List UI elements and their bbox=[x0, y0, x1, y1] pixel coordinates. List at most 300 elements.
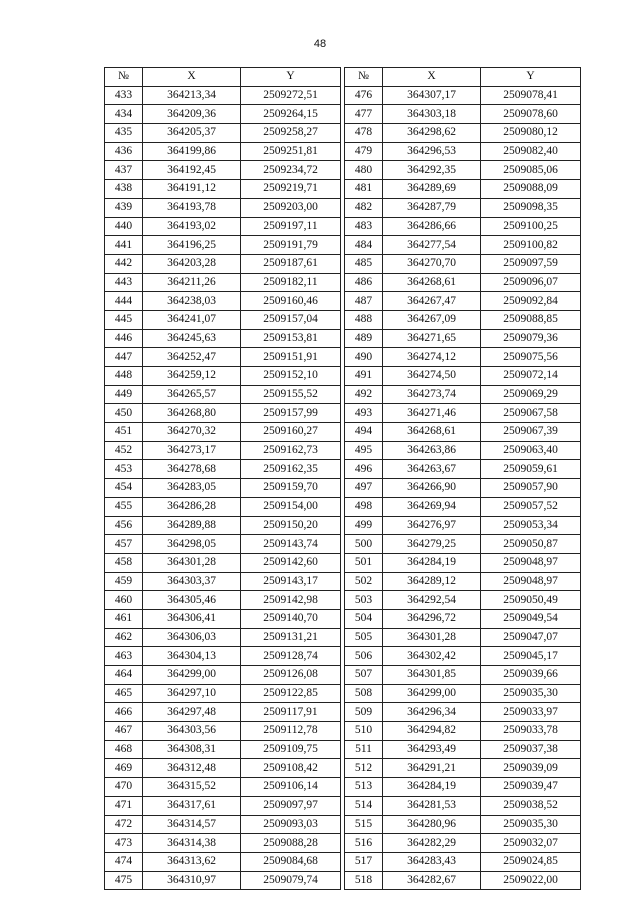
cell-x: 364193,78 bbox=[143, 198, 241, 217]
cell-x: 364293,49 bbox=[383, 740, 481, 759]
table-row bbox=[105, 217, 341, 236]
table-row bbox=[345, 553, 581, 572]
cell-x: 364314,57 bbox=[143, 815, 241, 834]
table-row bbox=[345, 722, 581, 741]
cell-number: 504 bbox=[345, 609, 383, 628]
cell-x: 364276,97 bbox=[383, 516, 481, 535]
table-row bbox=[345, 628, 581, 647]
cell-x: 364191,12 bbox=[143, 180, 241, 199]
cell-number: 502 bbox=[345, 572, 383, 591]
cell-x: 364296,34 bbox=[383, 703, 481, 722]
table-row bbox=[345, 516, 581, 535]
cell-number: 461 bbox=[105, 609, 143, 628]
cell-number: 490 bbox=[345, 348, 383, 367]
cell-y: 2509162,35 bbox=[241, 460, 341, 479]
cell-number: 433 bbox=[105, 86, 143, 105]
table-row bbox=[345, 479, 581, 498]
table-row bbox=[105, 124, 341, 143]
table-row bbox=[345, 871, 581, 890]
cell-y: 2509059,61 bbox=[481, 460, 581, 479]
cell-y: 2509234,72 bbox=[241, 161, 341, 180]
cell-y: 2509191,79 bbox=[241, 236, 341, 255]
cell-number: 482 bbox=[345, 198, 383, 217]
cell-y: 2509096,07 bbox=[481, 273, 581, 292]
cell-number: 468 bbox=[105, 740, 143, 759]
cell-x: 364307,17 bbox=[383, 86, 481, 105]
table-row bbox=[105, 871, 341, 890]
header-y: Y bbox=[481, 68, 581, 87]
cell-x: 364283,05 bbox=[143, 479, 241, 498]
cell-x: 364317,61 bbox=[143, 796, 241, 815]
cell-x: 364297,48 bbox=[143, 703, 241, 722]
cell-y: 2509152,10 bbox=[241, 367, 341, 386]
cell-x: 364315,52 bbox=[143, 778, 241, 797]
cell-number: 471 bbox=[105, 796, 143, 815]
cell-y: 2509057,52 bbox=[481, 497, 581, 516]
cell-x: 364196,25 bbox=[143, 236, 241, 255]
table-row bbox=[105, 236, 341, 255]
cell-y: 2509143,17 bbox=[241, 572, 341, 591]
cell-x: 364294,82 bbox=[383, 722, 481, 741]
cell-x: 364271,65 bbox=[383, 329, 481, 348]
cell-x: 364296,72 bbox=[383, 609, 481, 628]
cell-number: 459 bbox=[105, 572, 143, 591]
table-row bbox=[345, 348, 581, 367]
cell-x: 364289,88 bbox=[143, 516, 241, 535]
cell-y: 2509093,03 bbox=[241, 815, 341, 834]
cell-y: 2509219,71 bbox=[241, 180, 341, 199]
cell-number: 513 bbox=[345, 778, 383, 797]
cell-y: 2509035,30 bbox=[481, 815, 581, 834]
table-row bbox=[345, 684, 581, 703]
cell-x: 364289,12 bbox=[383, 572, 481, 591]
cell-number: 480 bbox=[345, 161, 383, 180]
table-row bbox=[345, 273, 581, 292]
cell-x: 364193,02 bbox=[143, 217, 241, 236]
table-row bbox=[105, 479, 341, 498]
cell-x: 364259,12 bbox=[143, 367, 241, 386]
cell-number: 472 bbox=[105, 815, 143, 834]
cell-y: 2509047,07 bbox=[481, 628, 581, 647]
table-row bbox=[345, 666, 581, 685]
cell-number: 509 bbox=[345, 703, 383, 722]
table-row bbox=[345, 86, 581, 105]
cell-x: 364297,10 bbox=[143, 684, 241, 703]
cell-x: 364273,17 bbox=[143, 441, 241, 460]
cell-number: 464 bbox=[105, 666, 143, 685]
cell-number: 441 bbox=[105, 236, 143, 255]
cell-x: 364267,09 bbox=[383, 310, 481, 329]
cell-x: 364296,53 bbox=[383, 142, 481, 161]
table-row bbox=[105, 254, 341, 273]
cell-y: 2509037,38 bbox=[481, 740, 581, 759]
cell-y: 2509033,97 bbox=[481, 703, 581, 722]
cell-x: 364267,47 bbox=[383, 292, 481, 311]
cell-x: 364303,56 bbox=[143, 722, 241, 741]
cell-y: 2509154,00 bbox=[241, 497, 341, 516]
cell-number: 515 bbox=[345, 815, 383, 834]
cell-number: 446 bbox=[105, 329, 143, 348]
cell-x: 364241,07 bbox=[143, 310, 241, 329]
cell-y: 2509048,97 bbox=[481, 553, 581, 572]
table-row bbox=[105, 852, 341, 871]
cell-y: 2509079,36 bbox=[481, 329, 581, 348]
cell-y: 2509251,81 bbox=[241, 142, 341, 161]
table-row bbox=[105, 441, 341, 460]
table-row bbox=[345, 423, 581, 442]
cell-x: 364292,54 bbox=[383, 591, 481, 610]
table-row bbox=[105, 273, 341, 292]
table-row bbox=[105, 198, 341, 217]
cell-y: 2509050,87 bbox=[481, 535, 581, 554]
cell-number: 493 bbox=[345, 404, 383, 423]
cell-y: 2509080,12 bbox=[481, 124, 581, 143]
cell-x: 364277,54 bbox=[383, 236, 481, 255]
cell-x: 364304,13 bbox=[143, 647, 241, 666]
header-y: Y bbox=[241, 68, 341, 87]
table-row bbox=[105, 815, 341, 834]
cell-x: 364292,35 bbox=[383, 161, 481, 180]
table-row bbox=[105, 778, 341, 797]
table-row bbox=[105, 423, 341, 442]
cell-number: 511 bbox=[345, 740, 383, 759]
cell-x: 364203,28 bbox=[143, 254, 241, 273]
cell-x: 364282,67 bbox=[383, 871, 481, 890]
cell-number: 447 bbox=[105, 348, 143, 367]
table-row bbox=[105, 628, 341, 647]
cell-number: 466 bbox=[105, 703, 143, 722]
cell-number: 507 bbox=[345, 666, 383, 685]
cell-number: 448 bbox=[105, 367, 143, 386]
cell-y: 2509151,91 bbox=[241, 348, 341, 367]
table-row bbox=[345, 404, 581, 423]
cell-x: 364282,29 bbox=[383, 834, 481, 853]
cell-y: 2509097,97 bbox=[241, 796, 341, 815]
table-row bbox=[105, 497, 341, 516]
cell-number: 496 bbox=[345, 460, 383, 479]
cell-y: 2509067,58 bbox=[481, 404, 581, 423]
cell-x: 364298,05 bbox=[143, 535, 241, 554]
cell-number: 445 bbox=[105, 310, 143, 329]
cell-y: 2509140,70 bbox=[241, 609, 341, 628]
cell-x: 364286,66 bbox=[383, 217, 481, 236]
table-row bbox=[345, 591, 581, 610]
cell-number: 443 bbox=[105, 273, 143, 292]
cell-x: 364305,46 bbox=[143, 591, 241, 610]
cell-number: 505 bbox=[345, 628, 383, 647]
table-row bbox=[105, 666, 341, 685]
cell-x: 364302,42 bbox=[383, 647, 481, 666]
table-row bbox=[345, 815, 581, 834]
table-row bbox=[105, 740, 341, 759]
cell-y: 2509272,51 bbox=[241, 86, 341, 105]
cell-number: 439 bbox=[105, 198, 143, 217]
table-row bbox=[345, 778, 581, 797]
table-row bbox=[345, 329, 581, 348]
table-row bbox=[105, 105, 341, 124]
cell-x: 364303,37 bbox=[143, 572, 241, 591]
header-row bbox=[345, 68, 581, 87]
cell-x: 364308,31 bbox=[143, 740, 241, 759]
cell-y: 2509072,14 bbox=[481, 367, 581, 386]
cell-y: 2509057,90 bbox=[481, 479, 581, 498]
cell-y: 2509157,99 bbox=[241, 404, 341, 423]
cell-number: 474 bbox=[105, 852, 143, 871]
cell-x: 364205,37 bbox=[143, 124, 241, 143]
cell-x: 364273,74 bbox=[383, 385, 481, 404]
coordinates-table-right bbox=[344, 67, 581, 890]
table-row bbox=[345, 161, 581, 180]
cell-y: 2509131,21 bbox=[241, 628, 341, 647]
table-row bbox=[345, 180, 581, 199]
table-row bbox=[105, 161, 341, 180]
cell-y: 2509038,52 bbox=[481, 796, 581, 815]
cell-number: 492 bbox=[345, 385, 383, 404]
cell-y: 2509187,61 bbox=[241, 254, 341, 273]
cell-number: 498 bbox=[345, 497, 383, 516]
cell-number: 475 bbox=[105, 871, 143, 890]
cell-x: 364283,43 bbox=[383, 852, 481, 871]
cell-number: 517 bbox=[345, 852, 383, 871]
table-row bbox=[345, 217, 581, 236]
cell-number: 489 bbox=[345, 329, 383, 348]
cell-x: 364298,62 bbox=[383, 124, 481, 143]
cell-y: 2509063,40 bbox=[481, 441, 581, 460]
cell-number: 444 bbox=[105, 292, 143, 311]
table-row bbox=[105, 367, 341, 386]
cell-y: 2509109,75 bbox=[241, 740, 341, 759]
table-row bbox=[105, 86, 341, 105]
header-x: X bbox=[383, 68, 481, 87]
cell-number: 460 bbox=[105, 591, 143, 610]
table-row bbox=[105, 460, 341, 479]
cell-number: 450 bbox=[105, 404, 143, 423]
cell-number: 486 bbox=[345, 273, 383, 292]
cell-y: 2509024,85 bbox=[481, 852, 581, 871]
cell-y: 2509142,98 bbox=[241, 591, 341, 610]
cell-x: 364280,96 bbox=[383, 815, 481, 834]
cell-y: 2509079,74 bbox=[241, 871, 341, 890]
cell-y: 2509078,60 bbox=[481, 105, 581, 124]
table-row bbox=[105, 796, 341, 815]
table-row bbox=[105, 703, 341, 722]
cell-y: 2509088,09 bbox=[481, 180, 581, 199]
cell-number: 473 bbox=[105, 834, 143, 853]
cell-number: 434 bbox=[105, 105, 143, 124]
cell-x: 364313,62 bbox=[143, 852, 241, 871]
cell-number: 487 bbox=[345, 292, 383, 311]
table-row bbox=[105, 348, 341, 367]
cell-x: 364301,28 bbox=[383, 628, 481, 647]
cell-y: 2509050,49 bbox=[481, 591, 581, 610]
table-row bbox=[345, 647, 581, 666]
cell-x: 364269,94 bbox=[383, 497, 481, 516]
cell-y: 2509112,78 bbox=[241, 722, 341, 741]
cell-number: 457 bbox=[105, 535, 143, 554]
cell-number: 453 bbox=[105, 460, 143, 479]
cell-x: 364238,03 bbox=[143, 292, 241, 311]
cell-number: 516 bbox=[345, 834, 383, 853]
cell-number: 477 bbox=[345, 105, 383, 124]
cell-x: 364301,85 bbox=[383, 666, 481, 685]
table-row bbox=[345, 385, 581, 404]
cell-x: 364286,28 bbox=[143, 497, 241, 516]
cell-y: 2509160,27 bbox=[241, 423, 341, 442]
cell-x: 364303,18 bbox=[383, 105, 481, 124]
cell-number: 467 bbox=[105, 722, 143, 741]
cell-y: 2509162,73 bbox=[241, 441, 341, 460]
cell-y: 2509035,30 bbox=[481, 684, 581, 703]
cell-number: 497 bbox=[345, 479, 383, 498]
cell-y: 2509106,14 bbox=[241, 778, 341, 797]
cell-number: 500 bbox=[345, 535, 383, 554]
cell-number: 442 bbox=[105, 254, 143, 273]
cell-y: 2509082,40 bbox=[481, 142, 581, 161]
table-row bbox=[105, 591, 341, 610]
cell-x: 364263,67 bbox=[383, 460, 481, 479]
table-row bbox=[105, 292, 341, 311]
cell-number: 458 bbox=[105, 553, 143, 572]
table-row bbox=[105, 834, 341, 853]
cell-number: 518 bbox=[345, 871, 383, 890]
cell-y: 2509157,04 bbox=[241, 310, 341, 329]
cell-number: 435 bbox=[105, 124, 143, 143]
cell-y: 2509264,15 bbox=[241, 105, 341, 124]
cell-y: 2509159,70 bbox=[241, 479, 341, 498]
cell-number: 506 bbox=[345, 647, 383, 666]
cell-x: 364213,34 bbox=[143, 86, 241, 105]
cell-x: 364263,86 bbox=[383, 441, 481, 460]
table-row bbox=[105, 180, 341, 199]
cell-y: 2509150,20 bbox=[241, 516, 341, 535]
cell-y: 2509088,85 bbox=[481, 310, 581, 329]
cell-x: 364279,25 bbox=[383, 535, 481, 554]
cell-y: 2509049,54 bbox=[481, 609, 581, 628]
cell-number: 451 bbox=[105, 423, 143, 442]
cell-y: 2509084,68 bbox=[241, 852, 341, 871]
cell-y: 2509039,09 bbox=[481, 759, 581, 778]
table-row bbox=[105, 516, 341, 535]
cell-number: 455 bbox=[105, 497, 143, 516]
cell-x: 364274,12 bbox=[383, 348, 481, 367]
header-row bbox=[105, 68, 341, 87]
cell-number: 501 bbox=[345, 553, 383, 572]
cell-y: 2509153,81 bbox=[241, 329, 341, 348]
cell-number: 449 bbox=[105, 385, 143, 404]
cell-number: 478 bbox=[345, 124, 383, 143]
table-row bbox=[105, 759, 341, 778]
table-row bbox=[105, 329, 341, 348]
cell-x: 364270,32 bbox=[143, 423, 241, 442]
cell-number: 485 bbox=[345, 254, 383, 273]
cell-y: 2509097,59 bbox=[481, 254, 581, 273]
cell-x: 364209,36 bbox=[143, 105, 241, 124]
cell-number: 512 bbox=[345, 759, 383, 778]
cell-number: 476 bbox=[345, 86, 383, 105]
cell-number: 454 bbox=[105, 479, 143, 498]
cell-number: 469 bbox=[105, 759, 143, 778]
cell-y: 2509085,06 bbox=[481, 161, 581, 180]
cell-number: 484 bbox=[345, 236, 383, 255]
cell-number: 494 bbox=[345, 423, 383, 442]
cell-x: 364211,26 bbox=[143, 273, 241, 292]
table-row bbox=[105, 404, 341, 423]
cell-y: 2509160,46 bbox=[241, 292, 341, 311]
cell-y: 2509022,00 bbox=[481, 871, 581, 890]
cell-y: 2509128,74 bbox=[241, 647, 341, 666]
cell-number: 436 bbox=[105, 142, 143, 161]
cell-y: 2509092,84 bbox=[481, 292, 581, 311]
cell-number: 465 bbox=[105, 684, 143, 703]
cell-x: 364312,48 bbox=[143, 759, 241, 778]
cell-x: 364284,19 bbox=[383, 778, 481, 797]
cell-y: 2509032,07 bbox=[481, 834, 581, 853]
cell-x: 364270,70 bbox=[383, 254, 481, 273]
table-row bbox=[345, 124, 581, 143]
cell-number: 462 bbox=[105, 628, 143, 647]
cell-y: 2509143,74 bbox=[241, 535, 341, 554]
cell-y: 2509197,11 bbox=[241, 217, 341, 236]
table-row bbox=[345, 703, 581, 722]
cell-number: 483 bbox=[345, 217, 383, 236]
cell-x: 364271,46 bbox=[383, 404, 481, 423]
table-row bbox=[345, 441, 581, 460]
cell-number: 491 bbox=[345, 367, 383, 386]
cell-x: 364284,19 bbox=[383, 553, 481, 572]
cell-x: 364289,69 bbox=[383, 180, 481, 199]
table-row bbox=[345, 796, 581, 815]
cell-number: 503 bbox=[345, 591, 383, 610]
cell-y: 2509048,97 bbox=[481, 572, 581, 591]
cell-x: 364287,79 bbox=[383, 198, 481, 217]
cell-y: 2509098,35 bbox=[481, 198, 581, 217]
cell-number: 495 bbox=[345, 441, 383, 460]
table-row bbox=[105, 553, 341, 572]
cell-x: 364268,80 bbox=[143, 404, 241, 423]
cell-x: 364192,45 bbox=[143, 161, 241, 180]
cell-y: 2509126,08 bbox=[241, 666, 341, 685]
cell-x: 364199,86 bbox=[143, 142, 241, 161]
cell-x: 364301,28 bbox=[143, 553, 241, 572]
table-row bbox=[345, 535, 581, 554]
table-row bbox=[345, 367, 581, 386]
cell-y: 2509100,25 bbox=[481, 217, 581, 236]
cell-x: 364281,53 bbox=[383, 796, 481, 815]
table-row bbox=[345, 142, 581, 161]
cell-x: 364252,47 bbox=[143, 348, 241, 367]
cell-y: 2509075,56 bbox=[481, 348, 581, 367]
table-row bbox=[345, 572, 581, 591]
cell-x: 364265,57 bbox=[143, 385, 241, 404]
cell-y: 2509142,60 bbox=[241, 553, 341, 572]
cell-y: 2509045,17 bbox=[481, 647, 581, 666]
cell-y: 2509108,42 bbox=[241, 759, 341, 778]
cell-y: 2509039,66 bbox=[481, 666, 581, 685]
cell-number: 514 bbox=[345, 796, 383, 815]
cell-number: 463 bbox=[105, 647, 143, 666]
cell-x: 364306,03 bbox=[143, 628, 241, 647]
cell-x: 364268,61 bbox=[383, 273, 481, 292]
cell-number: 508 bbox=[345, 684, 383, 703]
cell-y: 2509067,39 bbox=[481, 423, 581, 442]
cell-y: 2509078,41 bbox=[481, 86, 581, 105]
cell-number: 470 bbox=[105, 778, 143, 797]
table-row bbox=[345, 460, 581, 479]
cell-number: 499 bbox=[345, 516, 383, 535]
cell-y: 2509053,34 bbox=[481, 516, 581, 535]
cell-number: 456 bbox=[105, 516, 143, 535]
cell-number: 479 bbox=[345, 142, 383, 161]
